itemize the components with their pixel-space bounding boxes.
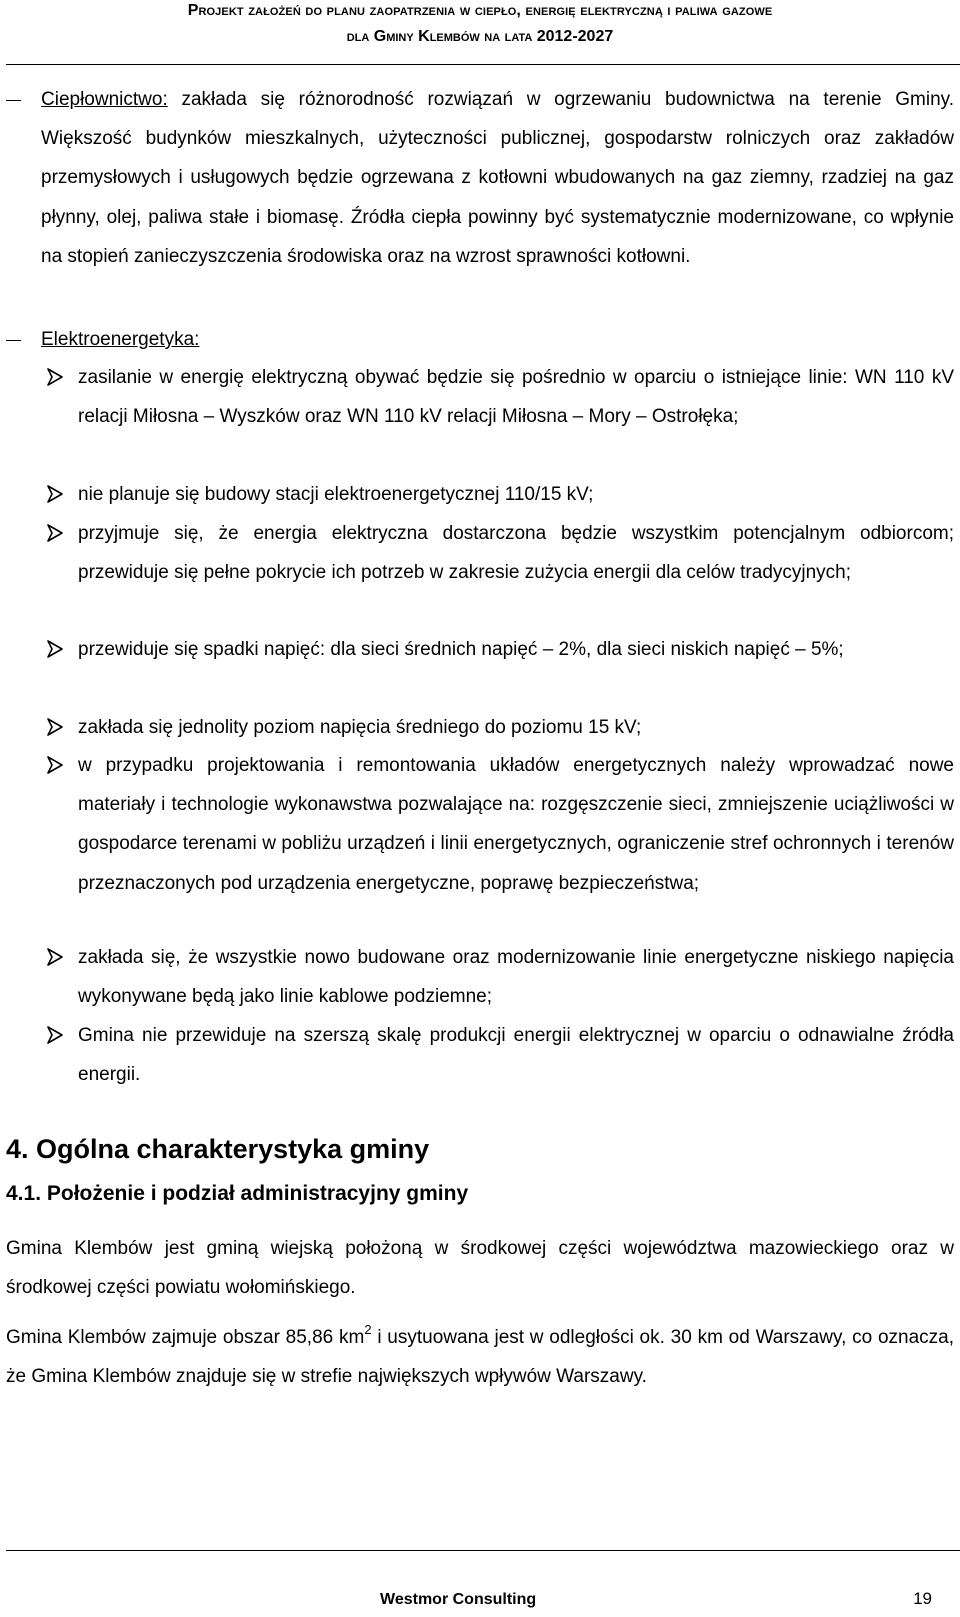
dash-bullet (6, 340, 21, 341)
header-title-line2: dla Gminy Klembów na lata 2012-2027 (346, 28, 614, 45)
arrowhead-bullet-icon (47, 948, 63, 966)
page-number: 19 (913, 1589, 932, 1608)
heating-text: zakłada się różnorodność rozwiązań w ogrzewaniu budownictwa na terenie Gminy. Większość budynków mieszkalnych, użyteczności publicznej, gospodarstw rolniczych oraz zakładów przemysłowych i usługowych będzie ogrzewana z kotłowni wbudowanych na gaz ziemny, rzadziej na gaz płynny, olej, paliwa stałe i biomasę. Źródła ciepła powinny być systematycznie modernizowane, co wpłynie na stopień zanieczyszczenia środowiska oraz na wzrost sprawności kotłowni. (41, 89, 954, 267)
arrowhead-bullet-icon (47, 756, 63, 774)
arrowhead-bullet-icon (47, 368, 63, 386)
chapter-heading: 4. Ogólna charakterystyka gminy (6, 1134, 430, 1164)
location-paragraph: Gmina Klembów jest gminą wiejską położoną w środkowej części województwa mazowieckiego oraz w środkowej części powiatu wołomińskiego. (6, 1238, 954, 1299)
power-label: Elektroenergetyka: (41, 329, 200, 350)
dash-bullet (6, 100, 21, 101)
area-paragraph: Gmina Klembów zajmuje obszar 85,86 $km^2$ i usytuowana jest w odległości ok. 30 km od Warszawy, co oznacza, że Gmina Klembów znajduje się w strefie największych wpływów Warszawy. (6, 1321, 954, 1388)
header-title-line1: Projekt założeń do planu zaopatrzenia w ciepło, energię elektryczną i paliwa gazowe (187, 2, 773, 19)
heating-label: Ciepłownictwo: (41, 89, 168, 110)
header-divider (6, 64, 960, 65)
heating-paragraph (41, 80, 954, 276)
superscript-2: 2 (364, 1321, 372, 1337)
section-heading: 4.1. Położenie i podział administracyjny gminy (6, 1182, 469, 1205)
arrowhead-bullet-icon (47, 1026, 63, 1044)
arrowhead-bullet-icon (47, 640, 63, 658)
arrowhead-bullet-icon (47, 485, 63, 503)
footer-divider (6, 1550, 960, 1551)
footer-company: Westmor Consulting (380, 1591, 537, 1608)
arrowhead-bullet-icon (47, 524, 63, 542)
arrowhead-bullet-icon (47, 718, 63, 736)
